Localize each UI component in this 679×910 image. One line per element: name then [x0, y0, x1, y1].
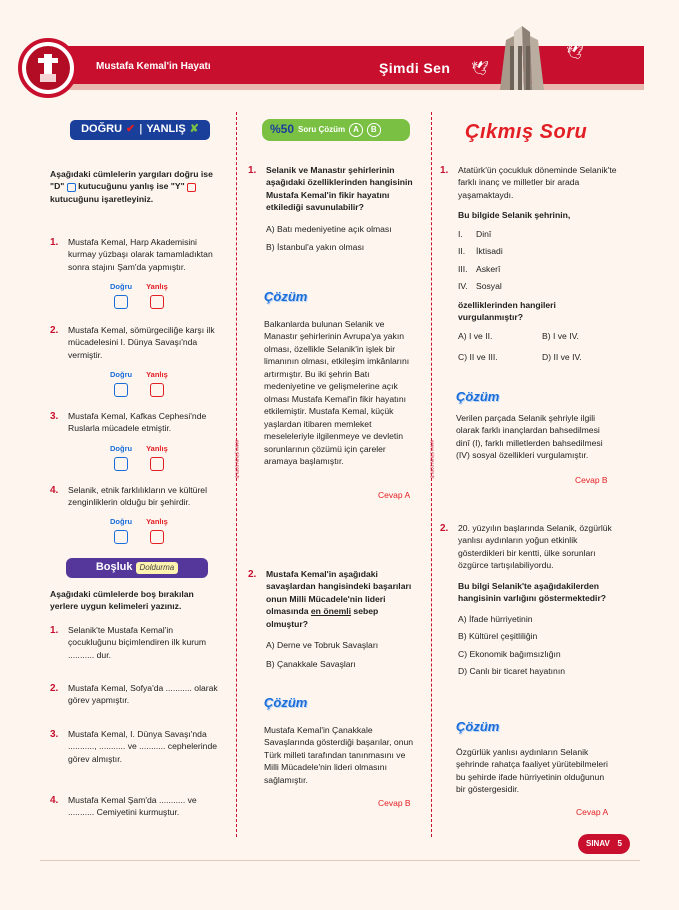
question-number: 2. — [440, 523, 449, 534]
roman-num: I. — [458, 228, 463, 239]
question-text-b: sebep olmuştur? — [266, 606, 379, 629]
question-text: Mustafa Kemal, I. Dünya Savaşı'nda ..........., ........... ve ........... cephelerinde görev almıştır. — [68, 729, 218, 764]
roman-text: Sosyal — [476, 281, 502, 292]
options-grid — [458, 330, 618, 364]
dogru-label: Doğru — [110, 517, 133, 526]
question-number: 1. — [440, 165, 449, 176]
check-icon: ✔ — [126, 123, 136, 136]
question-number: 4. — [50, 485, 59, 496]
cozum-text: Balkanlarda bulunan Selanik ve Manastır şehirlerinin Avrupa'ya yakın olması, özellikle Selanik'in işlek bir limanının olması, etkileşim imkânlarını artırmıştır. Bu iki şehrin Batı medeniyetine ve gelişmelerine açık olması Mustafa Kemal'in fikir hayatını etkilemiştir. Mustafa Kemal, küçük yaşlardan itibaren memleket meseleleriyle ilgilenmeye ve devletin sorunlarının çözümü için çareler aramaya başlamıştır. — [264, 319, 410, 466]
dove-icon: 🕊 — [471, 60, 489, 76]
header-right-title: Şimdi Sen — [379, 60, 451, 76]
badge-a: A — [349, 123, 363, 137]
roman-num: III. — [458, 263, 468, 274]
question-text: Selanik'te Mustafa Kemal'in çocukluğunu biçimlendiren ilk kurum ........... dur. — [68, 625, 207, 660]
page-number: 5 — [617, 839, 622, 849]
brand-logo: SINAV — [586, 839, 610, 849]
intro-b: kutucuğunu yanlış ise "Y" — [78, 181, 185, 192]
option-a[interactable]: A) İfade hürriyetinin — [458, 613, 533, 624]
option-c[interactable]: C) II ve III. — [458, 351, 498, 362]
fill-question-2 — [50, 682, 222, 707]
d-box-icon — [67, 183, 76, 192]
monument-icon — [492, 26, 552, 90]
option-b[interactable]: B) Çanakkale Savaşları — [266, 658, 356, 669]
cevap-label: Cevap A — [378, 490, 411, 500]
question-text-a: Mustafa Kemal'in aşağıdaki savaşlardan hangisindeki başarıları onun Milli Mücadele'nin lideri olmasında — [266, 569, 412, 617]
badge-yanlis: YANLIŞ — [146, 123, 186, 136]
yanlis-checkbox[interactable] — [150, 457, 164, 471]
question-text: Atatürk'ün çocukluk döneminde Selanik'te farklı inanç ve milletler bir arada yaşamaktaydı. — [458, 165, 617, 200]
fill-question-3 — [50, 728, 222, 765]
soru-cozum-badge — [262, 119, 410, 141]
yanlis-label: Yanlış — [146, 370, 168, 379]
dy-answer-row-4 — [110, 517, 168, 544]
y-box-icon — [187, 183, 196, 192]
dy-answer-row-2 — [110, 370, 168, 397]
option-d[interactable]: D) Canlı bir ticaret hayatının — [458, 666, 565, 677]
yanlis-checkbox[interactable] — [150, 383, 164, 397]
question-ask: özelliklerinden hangileri vurgulanmıştır? — [458, 299, 556, 323]
cozum-label: Çözüm — [264, 289, 308, 304]
bosluk-sub: Doldurma — [136, 562, 179, 574]
intro-a: Aşağıdaki cümlelerin yargıları doğru ise "D" — [50, 169, 213, 192]
badge-text: Soru Çözüm — [298, 125, 346, 135]
col3-question-2 — [440, 522, 618, 678]
question-text: Selanik ve Manastır şehirlerinin aşağıdaki özelliklerinden hangisinin Mustafa Kemal'in fikir hayatını etkilediği savunulabilir? — [266, 165, 413, 213]
dogru-checkbox[interactable] — [114, 295, 128, 309]
roman-text: İktisadi — [476, 246, 503, 257]
roman-num: IV. — [458, 281, 468, 292]
option-c[interactable]: C) Ekonomik bağımsızlığın — [458, 648, 561, 659]
yanlis-label: Yanlış — [146, 444, 168, 453]
fill-question-4 — [50, 794, 222, 819]
roman-text: Dinî — [476, 228, 492, 239]
cozum-text: Mustafa Kemal'in Çanakkale Savaşlarında gösterdiği başarılar, onun Türk milleti tarafından tanınmasını ve Milli Mücadele'nin lideri olmasını sağlamıştır. — [264, 725, 414, 785]
intro-text — [50, 168, 222, 205]
badge-percent: %50 — [270, 122, 295, 137]
question-number: 2. — [50, 683, 59, 694]
side-url: www.sinav.com.tr — [233, 440, 240, 479]
cross-icon: ✘ — [189, 123, 199, 136]
col2-question-2 — [248, 568, 420, 670]
question-number: 4. — [50, 795, 59, 806]
fill-question-1 — [50, 624, 222, 661]
option-b[interactable]: B) Kültürel çeşitliliğin — [458, 631, 538, 642]
question-text: Mustafa Kemal, sömürgeciliğe karşı ilk mücadelesini I. Dünya Savaşı'nda vermiştir. — [68, 325, 215, 360]
question-text: 20. yüzyılın başlarında Selanik, özgürlük yanlısı aydınların yoğun etkinlik gösterdikleri bir kentti, ülke sorunları özgürce tartışılabiliyordu. — [458, 523, 612, 571]
question-text: Mustafa Kemal Şam'da ........... ve ........... Cemiyetini kurmuştur. — [68, 795, 197, 818]
cozum-text: Verilen parçada Selanik şehriyle ilgili olarak farklı inançlardan bahsedilmesi dinî (I), farklı milletlerden bahsedilmesi (IV) sosyal özellikleri vurgulamıştır. — [456, 413, 603, 461]
cozum-label: Çözüm — [456, 719, 500, 734]
dy-question-4 — [50, 484, 222, 509]
question-number: 2. — [50, 325, 59, 336]
dy-question-2 — [50, 324, 222, 361]
badge-b: B — [367, 123, 381, 137]
dogru-label: Doğru — [110, 282, 133, 291]
option-a[interactable]: A) Derne ve Tobruk Savaşları — [266, 640, 379, 651]
question-text: Mustafa Kemal, Harp Akademisini kurmay yüzbaşı olarak tamamladıktan sonra stajını Şam'da yapmıştır. — [68, 237, 213, 272]
roman-text: Askerî — [476, 263, 501, 274]
yanlis-label: Yanlış — [146, 517, 168, 526]
question-text: Mustafa Kemal, Sofya'da ........... olarak görev yapmıştır. — [68, 683, 218, 706]
dogru-checkbox[interactable] — [114, 457, 128, 471]
yanlis-checkbox[interactable] — [150, 530, 164, 544]
question-number: 2. — [248, 569, 257, 580]
dogru-checkbox[interactable] — [114, 530, 128, 544]
intro-c: kutucuğunu işaretleyiniz. — [50, 193, 154, 204]
badge-sep: | — [139, 123, 143, 136]
yanlis-checkbox[interactable] — [150, 295, 164, 309]
question-ask: Bu bilgi Selanik'te aşağıdakilerden hangisinin varlığını göstermektedir? — [458, 580, 607, 604]
dogru-label: Doğru — [110, 370, 133, 379]
col3-question-1 — [440, 164, 618, 363]
option-d[interactable]: D) II ve IV. — [542, 351, 582, 362]
question-number: 1. — [248, 165, 257, 176]
header-title: Mustafa Kemal'in Hayatı — [96, 61, 211, 72]
cikmis-soru-badge: Çıkmış Soru — [465, 121, 588, 143]
option-a[interactable]: A) Batı medeniyetine açık olması — [266, 223, 392, 234]
question-number: 3. — [50, 729, 59, 740]
question-text: Mustafa Kemal, Kafkas Cephesi'nde Ruslarla mücadele etmiştir. — [68, 411, 207, 434]
dy-answer-row-3 — [110, 444, 168, 471]
option-b[interactable]: B) İstanbul'a yakın olması — [266, 242, 365, 253]
dy-answer-row-1 — [110, 282, 168, 309]
dogru-label: Doğru — [110, 444, 133, 453]
badge-dogru: DOĞRU — [81, 123, 123, 136]
dy-question-1 — [50, 236, 222, 273]
dy-question-3 — [50, 410, 222, 435]
yanlis-label: Yanlış — [146, 282, 168, 291]
cozum-label: Çözüm — [264, 695, 308, 710]
cozum-label: Çözüm — [456, 389, 500, 404]
question-text-underlined: en önemli — [310, 606, 352, 617]
footer-line — [40, 860, 640, 861]
dove-icon: 🕊 — [566, 44, 584, 60]
cevap-label: Cevap B — [378, 798, 411, 808]
statue-icon — [26, 46, 70, 90]
page-badge — [578, 834, 630, 854]
cozum-text: Özgürlük yanlısı aydınların Selanik şehrinde rahatça faaliyet yürütebilmeleri bu şehirde ifade hürriyetinin olduğunun bir göstergesidir. — [456, 747, 608, 795]
question-text — [266, 568, 420, 630]
col2-question-1 — [248, 164, 420, 254]
question-stem: Bu bilgide Selanik şehrinin, — [458, 210, 571, 221]
option-b[interactable]: B) I ve IV. — [542, 330, 579, 341]
bosluk-intro: Aşağıdaki cümlelerde boş bırakılan yerlere uygun kelimeleri yazınız. — [50, 589, 194, 612]
cevap-label: Cevap A — [576, 807, 609, 817]
bosluk-title: Boşluk — [95, 561, 133, 574]
dogru-yanlis-badge — [70, 120, 210, 140]
bosluk-doldurma-badge — [66, 558, 208, 578]
header-shadow-strip — [60, 84, 644, 90]
dogru-checkbox[interactable] — [114, 383, 128, 397]
option-a[interactable]: A) I ve II. — [458, 330, 493, 341]
side-url: www.sinav.com.tr — [428, 440, 435, 479]
roman-list — [458, 228, 618, 293]
question-number: 1. — [50, 237, 59, 248]
question-number: 3. — [50, 411, 59, 422]
question-number: 1. — [50, 625, 59, 636]
roman-num: II. — [458, 246, 466, 257]
question-text: Selanik, etnik farklılıkların ve kültürel zenginliklerin olduğu bir şehirdir. — [68, 485, 207, 508]
cevap-label: Cevap B — [575, 475, 608, 485]
